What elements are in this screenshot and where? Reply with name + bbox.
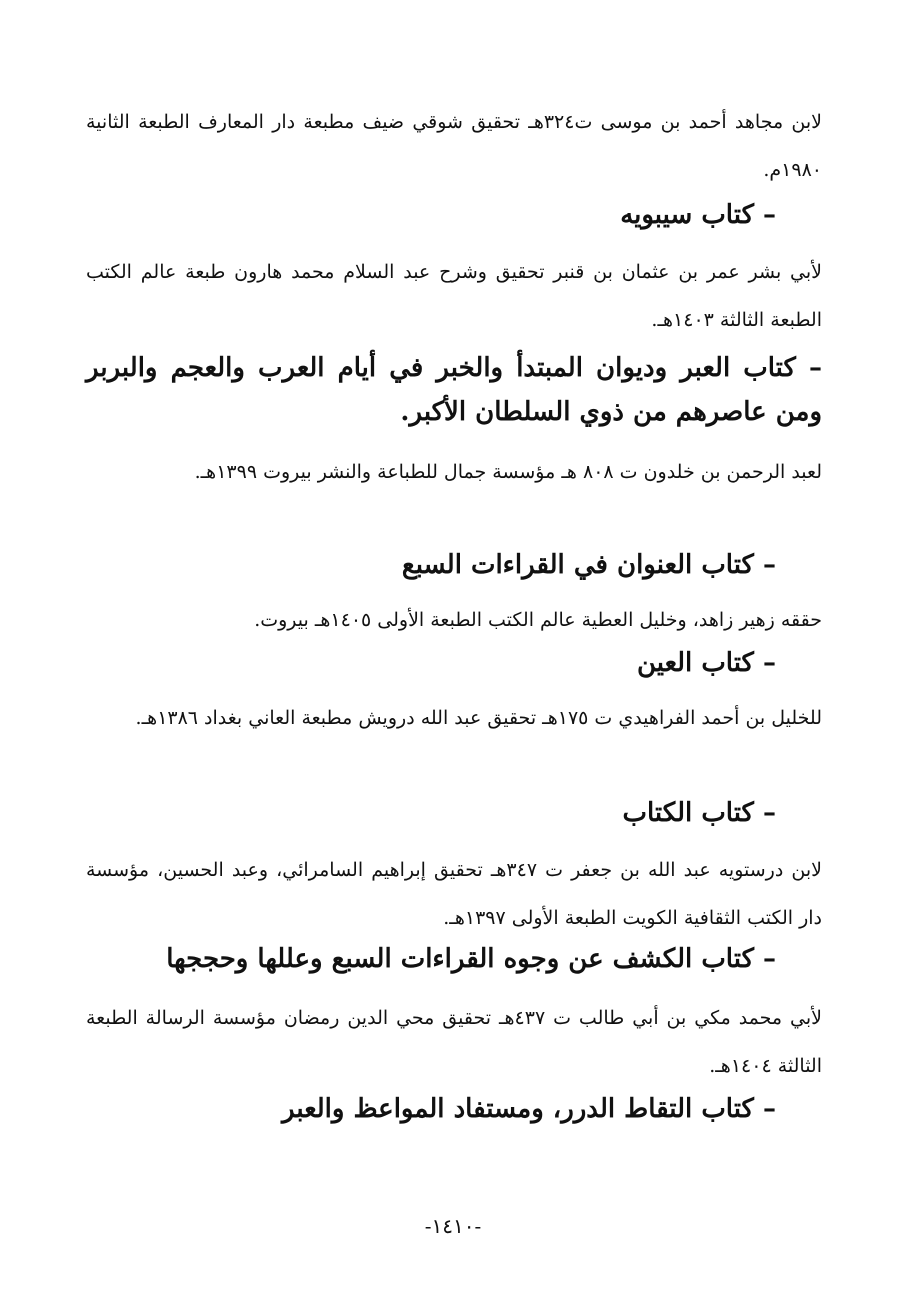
- book-title: – كتاب التقاط الدرر، ومستفاد المواعظ والعبر: [282, 1094, 776, 1124]
- entry-description: للخليل بن أحمد الفراهيدي ت ١٧٥هـ تحقيق عبد الله درويش مطبعة العاني بغداد ١٣٨٦هـ.: [135, 707, 822, 729]
- book-title: – كتاب العنوان في القراءات السبع: [401, 550, 776, 580]
- book-title: – كتاب الكتاب: [622, 798, 776, 828]
- book-title: – كتاب العبر وديوان المبتدأ والخبر في أيام العرب والعجم والبربر ومن عاصرهم من ذوي السلطان الأكبر.: [86, 353, 822, 427]
- book-title: – كتاب سيبويه: [620, 200, 776, 230]
- entry-description: لابن مجاهد أحمد بن موسى ت٣٢٤هـ تحقيق شوقي ضيف مطبعة دار المعارف الطبعة الثانية ١٩٨٠م.: [86, 111, 822, 181]
- book-title: – كتاب العين: [636, 648, 776, 678]
- entry-description: حققه زهير زاهد، وخليل العطية عالم الكتب الطبعة الأولى ١٤٠٥هـ بيروت.: [254, 609, 822, 631]
- entry-description: لأبي بشر عمر بن عثمان بن قنبر تحقيق وشرح عبد السلام محمد هارون طبعة عالم الكتب الطبعة الثالثة ١٤٠٣هـ.: [86, 261, 822, 331]
- page-number: -١٤١٠-: [424, 1214, 482, 1238]
- entry-description: لعبد الرحمن بن خلدون ت ٨٠٨ هـ مؤسسة جمال للطباعة والنشر بيروت ١٣٩٩هـ.: [194, 461, 822, 483]
- entry-description: لأبي محمد مكي بن أبي طالب ت ٤٣٧هـ تحقيق محي الدين رمضان مؤسسة الرسالة الطبعة الثالثة ١٤٠٤هـ.: [86, 1007, 822, 1077]
- book-title: – كتاب الكشف عن وجوه القراءات السبع وعللها وحججها: [166, 944, 776, 974]
- entry-description: لابن درستويه عبد الله بن جعفر ت ٣٤٧هـ تحقيق إبراهيم السامرائي، وعبد الحسين، مؤسسة دار الكتب الثقافية الكويت الطبعة الأولى ١٣٩٧هـ.: [86, 859, 822, 929]
